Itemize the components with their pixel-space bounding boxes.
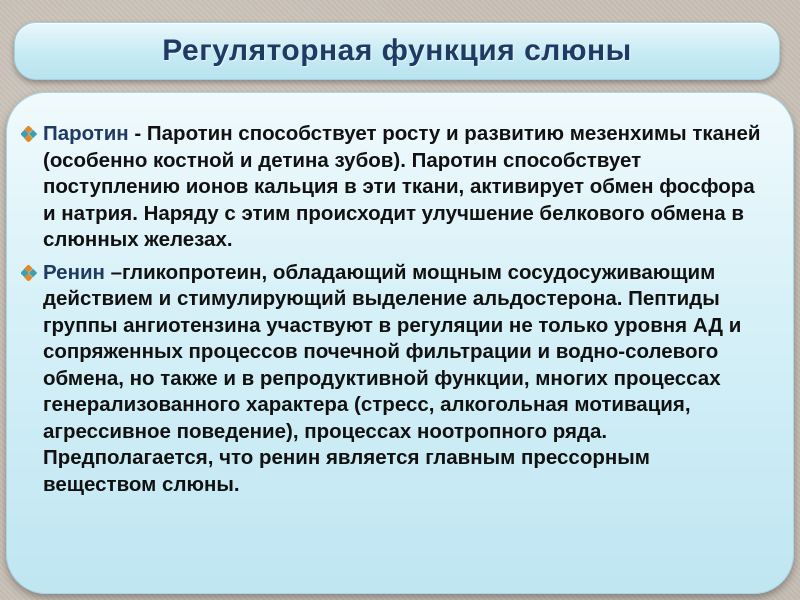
- bullet-list: [21, 121, 761, 504]
- bullet-item-parotin: [21, 121, 761, 254]
- bullet-text: - Паротин способствует росту и развитию мезенхимы тканей (особенно костной и детина зубов). Паротин способствует поступлению ионов кальция в эти ткани, активирует обмен фосфора и натрия. Наряду с этим происходит улучшение белкового обмена в слюнных железах.: [43, 122, 761, 251]
- content-panel: [6, 92, 794, 594]
- diamond-bullet-icon: [21, 126, 37, 142]
- diamond-bullet-icon: [21, 265, 37, 281]
- title-banner: [14, 22, 780, 80]
- slide-title: Регуляторная функция слюны: [162, 34, 632, 67]
- bullet-item-renin: [21, 260, 761, 499]
- bullet-text: –гликопротеин, обладающий мощным сосудосуживающим действием и стимулирующий выделение альдостерона. Пептиды группы ангиотензина участвуют в регуляции не только уровня АД и сопряженных процессов почечной фильтрации и водно-солевого обмена, но также и в репродуктивной функции, многих процессах генерализованного характера (стресс, алкогольная мотивация, агрессивное поведение), процессах ноотропного ряда. Предполагается, что ренин является главным прессорным веществом слюны.: [43, 260, 742, 496]
- bullet-term: Ренин: [43, 260, 105, 284]
- bullet-term: Паротин: [43, 122, 129, 145]
